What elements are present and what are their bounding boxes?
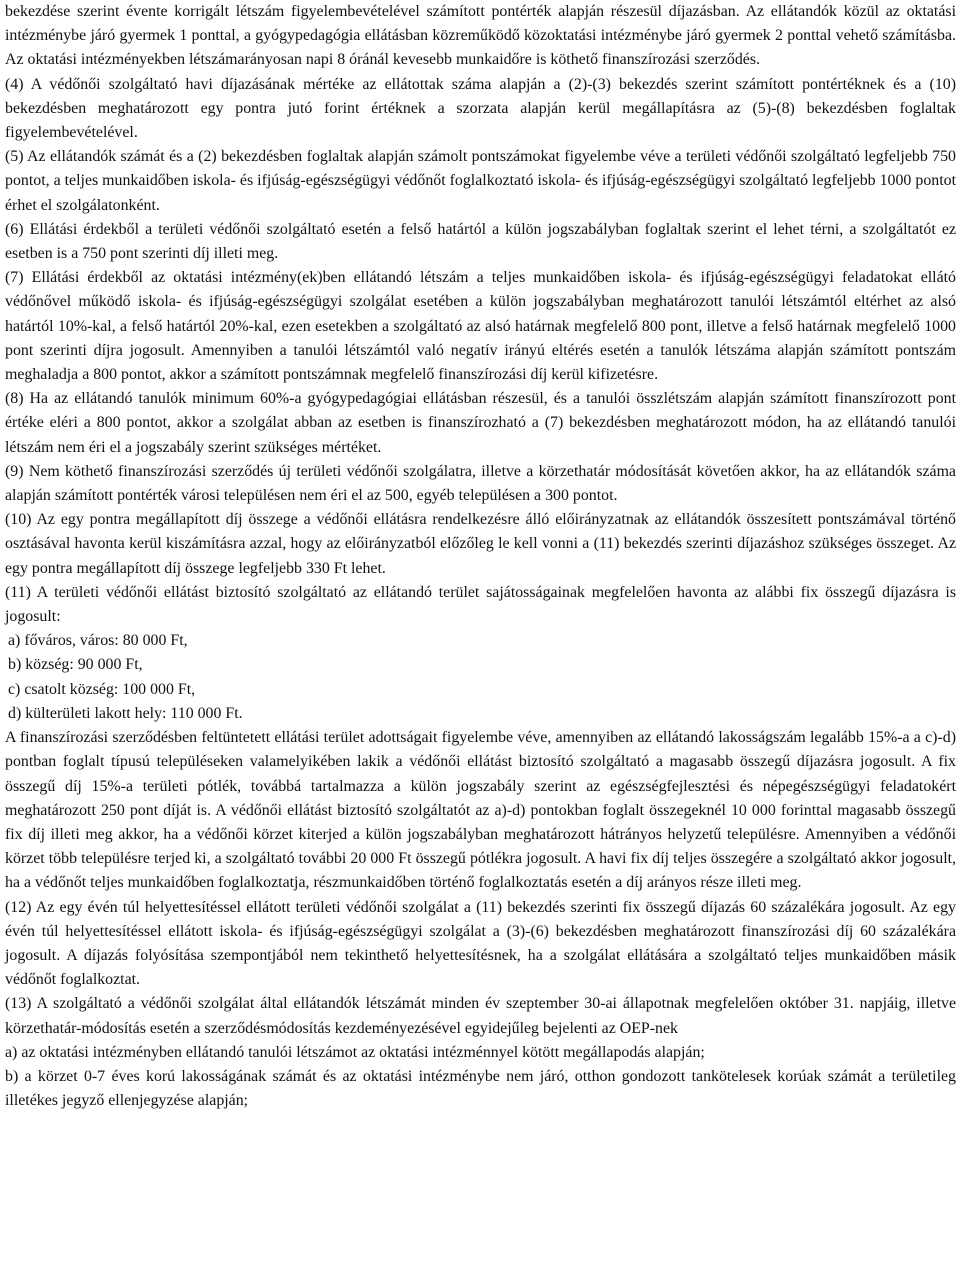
list-item-c: c) csatolt község: 100 000 Ft, <box>8 680 196 698</box>
paragraph-9: (9) Nem köthető finanszírozási szerződés új területi védőnői szolgálatra, illetve a körzethatár módosítását követően akkor, ha az ellátandók száma alapján számított pontérték városi településen nem éri el az 500, egyéb településen a 300 pontot. <box>5 462 956 505</box>
paragraph-13: (13) A szolgáltató a védőnői szolgálat által ellátandók létszámát minden év szeptember 30-ai állapotnak megfelelően október 31. napjáig, illetve körzethatár-módosítás esetén a szerződésmódosítás kezdeményezésével egyidejűleg bejelenti az OEP-nek <box>5 995 956 1037</box>
list-item-b: b) község: 90 000 Ft, <box>8 656 143 674</box>
paragraph-5: (5) Az ellátandók számát és a (2) bekezdésben foglaltak alapján számolt pontszámokat figyelembe véve a területi védőnői szolgáltató legfeljebb 750 pontot, a teljes munkaidőben iskola- és ifjúság-egészségügyi védőnőt foglalkoztató iskola- és ifjúság-egészségügyi szolgáltató legfeljebb 1000 pontot érhet el szolgálatonként. <box>5 148 956 214</box>
paragraph-13-item-a: a) az oktatási intézményben ellátandó tanulói létszámot az oktatási intézménnyel kötött megállapodás alapján; <box>5 1043 705 1061</box>
paragraph-4: (4) A védőnői szolgáltató havi díjazásának mértéke az ellátottak száma alapján a (2)-(3) bekezdés szerint számított pontértéknek és a (10) bekezdésben meghatározott egy pontra jutó forint értéknek a szorzata alapján kerül megállapításra az (5)-(8) bekezdésben foglaltak figyelembevételével. <box>5 75 956 142</box>
paragraph-6: (6) Ellátási érdekből a területi védőnői szolgáltató esetén a felső határtól a külön jogszabályban foglaltak szerint el lehet térni, a szolgáltatót ez esetben is a 750 pont szerinti díj illeti meg. <box>5 220 956 263</box>
paragraph-continuation: bekezdése szerint évente korrigált létszám figyelembevételével számított pontérték alapján részesül díjazásban. Az ellátandók közül az oktatási intézménybe járó gyermek 1 ponttal, a gyógypedagógia ellátásban közreműködő közoktatási intézménybe járó gyermek 2 ponttal vehető számításba. Az oktatási intézményekben létszámarányosan napi 8 óránál kevesebb munkaidőre is köthető finanszírozási szerződés. <box>5 3 956 69</box>
list-item-d: d) külterületi lakott hely: 110 000 Ft. <box>8 704 243 722</box>
paragraph-8: (8) Ha az ellátandó tanulók minimum 60%-a gyógypedagógiai ellátásban részesül, és a tanulói összlétszám alapján számított finanszírozott pont értéke eléri a 800 pontot, akkor a szolgálat abban az esetben is finanszírozható a (7) bekezdésben meghatározott módon, ha az ellátandó tanulói létszám nem éri el a jogszabály szerint szükséges mértéket. <box>5 390 956 456</box>
paragraph-12: (12) Az egy évén túl helyettesítéssel ellátott területi védőnői szolgálat a (11) bekezdés szerinti fix összegű díjazás 60 százalékára jogosult. Az egy évén túl helyettesítéssel ellátott iskola- és ifjúság-egészségügyi szolgálat a (3)-(6) bekezdésben meghatározott finanszírozási díj 60 százalékára jogosult. A díjazás folyósítása szempontjából nem tekinthető helyettesítésnek, ha a szolgálat ellátására a szolgáltató teljes munkaidőben másik védőnőt foglalkoztat. <box>5 898 956 989</box>
paragraph-11-continued: A finanszírozási szerződésben feltüntetett ellátási terület adottságait figyelembe véve, amennyiben az ellátandó lakosságszám legalább 15%-a a c)-d) pontban foglalt típusú településeken valamelyikében lakik a védőnői ellátást biztosító szolgáltató a magasabb összegű díjazásra jogosult. A fix összegű díj 15%-a területi pótlék, továbbá tartalmazza a külön jogszabály szerint az egészségfejlesztési és népegészségügyi feladatokért meghatározott 250 pont díját is. A védőnői ellátást biztosító szolgáltatót az a)-d) pontokban foglalt összegeknél 10 000 forinttal magasabb összegű fix díj illeti meg akkor, ha a védőnői körzet kiterjed a külön jogszabályban meghatározott hátrányos helyzetű településre. Amennyiben a védőnői körzet több településre terjed ki, a szolgáltató további 20 000 Ft összegű pótlékra jogosult. A havi fix díj teljes összegére a szolgáltató akkor jogosult, ha a védőnőt teljes munkaidőben foglalkoztatja, részmunkaidőben történő foglalkoztatás esetén a díj arányos része illeti meg. <box>5 729 956 892</box>
paragraph-13-item-b: b) a körzet 0-7 éves korú lakosságának számát és az oktatási intézménybe nem járó, otthon gondozott tankötelesek korúak számát a területileg illetékes jegyző ellenjegyzése alapján; <box>5 1067 956 1110</box>
paragraph-7: (7) Ellátási érdekből az oktatási intézmény(ek)ben ellátandó létszám a teljes munkaidőben iskola- és ifjúság-egészségügyi feladatokat ellátó védőnővel működő iskola- és ifjúság-egészségügyi szolgálat esetében a külön jogszabályban meghatározott tanulói létszámtól eltérhet az alsó határtól 10%-kal, a felső határtól 20%-kal, ezen esetekben a szolgáltató az alsó határnak megfelelő 800 pont, illetve a felső határnak megfelelő 1000 pont szerinti díjra jogosult. Amennyiben a tanulói létszámtól való negatív irányú eltérés esetén a tanulók létszáma alapján számított pontszám meghaladja a 800 pontot, akkor a számított pontszámnak megfelelő finanszírozási díj kerül kifizetésre. <box>5 269 956 384</box>
paragraph-11: (11) A területi védőnői ellátást biztosító szolgáltató az ellátandó terület sajátosságainak megfelelően havonta az alábbi fix összegű díjazásra is jogosult: <box>5 583 956 626</box>
paragraph-10: (10) Az egy pontra megállapított díj összege a védőnői ellátásra rendelkezésre álló előirányzatnak az ellátandók összesített pontszámával történő osztásával havonta kerül kiszámításra azzal, hogy az előirányzatból előzőleg le kell vonni a (11) bekezdés szerinti díjazáshoz szükséges összeget. Az egy pontra megállapított díj összege legfeljebb 330 Ft lehet. <box>5 511 956 577</box>
list-item-a: a) főváros, város: 80 000 Ft, <box>8 632 188 650</box>
